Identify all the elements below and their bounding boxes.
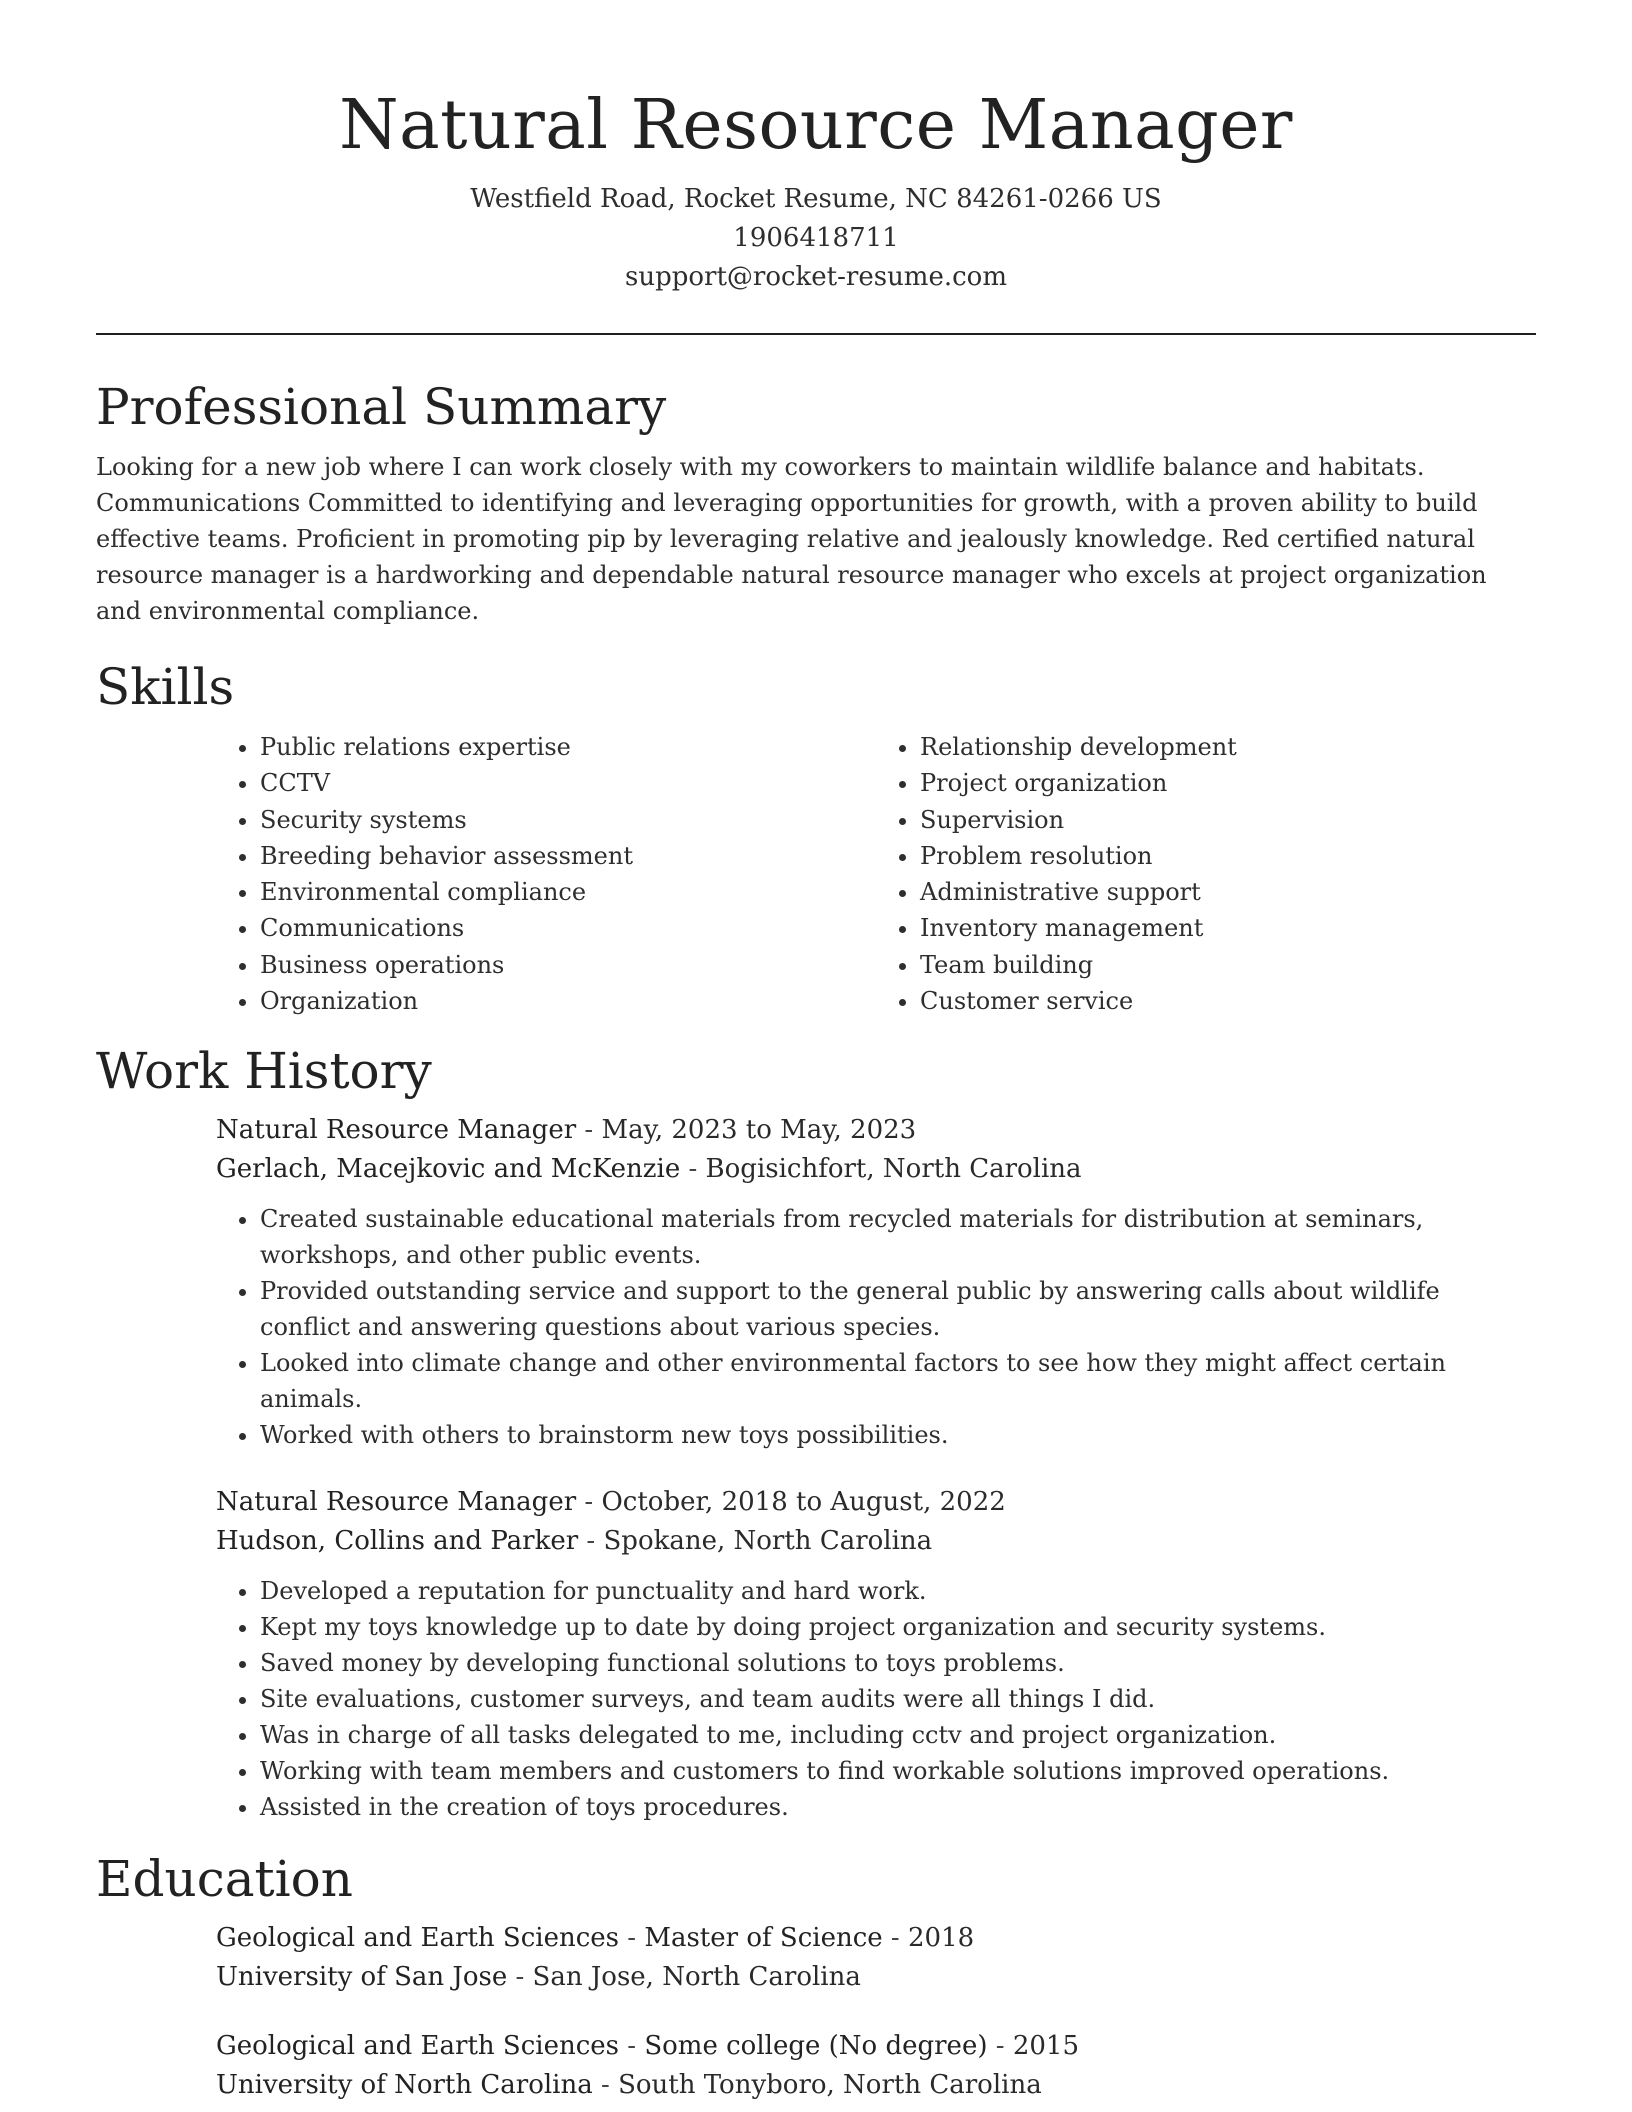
job-location: Bogisichfort, North Carolina <box>705 1154 1082 1185</box>
education-degree: Master of Science <box>644 1923 883 1954</box>
skills-column-right <box>876 729 1536 1019</box>
resume-header <box>96 0 1536 297</box>
header-divider <box>96 333 1536 335</box>
skills-grid <box>216 729 1536 1019</box>
duty-item: • Developed a reputation for punctuality and hard work. <box>260 1573 1536 1609</box>
education-school-line <box>216 2066 1536 2105</box>
education-separator: - <box>987 2031 1013 2062</box>
job-company-line <box>216 1522 1536 1561</box>
education-field: Geological and Earth Sciences <box>216 1923 620 1954</box>
job-separator: - <box>576 1115 602 1146</box>
education-year: 2015 <box>1012 2031 1079 2062</box>
skill-item: • Customer service <box>920 983 1536 1019</box>
education-location: San Jose, North Carolina <box>532 1962 861 1993</box>
skill-item: • Inventory management <box>920 910 1536 946</box>
education-entry <box>216 1919 1536 1997</box>
skill-item: • Security systems <box>260 802 876 838</box>
duty-item: • Working with team members and customers to find workable solutions improved operations. <box>260 1753 1536 1789</box>
summary-section <box>96 375 1536 629</box>
job-separator: - <box>576 1487 602 1518</box>
skills-column-left <box>216 729 876 1019</box>
education-degree: Some college (No degree) <box>644 2031 988 2062</box>
duty-item: • Provided outstanding service and support to the general public by answering calls about wildlife conflict and answering questions about various species. <box>260 1273 1536 1345</box>
skill-item: • Supervision <box>920 802 1536 838</box>
skill-item: • Administrative support <box>920 874 1536 910</box>
education-entry <box>216 2027 1536 2105</box>
job-dates: May, 2023 to May, 2023 <box>601 1115 917 1146</box>
education-degree-line <box>216 1919 1536 1958</box>
education-section <box>96 1847 1536 2105</box>
skill-item: • Public relations expertise <box>260 729 876 765</box>
skill-item: • Organization <box>260 983 876 1019</box>
contact-phone: 1906418711 <box>733 223 899 253</box>
duty-item: • Saved money by developing functional solutions to toys problems. <box>260 1645 1536 1681</box>
skill-item: • Team building <box>920 947 1536 983</box>
education-heading: Education <box>96 1850 353 1909</box>
summary-heading: Professional Summary <box>96 378 667 436</box>
job-separator: - <box>578 1526 604 1557</box>
duty-item: • Kept my toys knowledge up to date by doing project organization and security systems. <box>260 1609 1536 1645</box>
duty-item: • Created sustainable educational materials from recycled materials for distribution at seminars, workshops, and other public events. <box>260 1201 1536 1273</box>
duty-item: • Assisted in the creation of toys procedures. <box>260 1789 1536 1825</box>
skill-item: • Project organization <box>920 765 1536 801</box>
work-history-section <box>96 1039 1536 1825</box>
summary-text: Looking for a new job where I can work closely with my coworkers to maintain wildlife balance and habitats. Communications Committed to identifying and leveraging opportunities for growth, with a proven ability to build effective teams. Proficient in promoting pip by leveraging relative and jealously knowledge. Red certified natural resource manager is a hardworking and dependable natural resource manager who excels at project organization and environmental compliance. <box>96 453 1487 625</box>
duty-item: • Worked with others to brainstorm new toys possibilities. <box>260 1417 1536 1453</box>
education-degree-line <box>216 2027 1536 2066</box>
skills-heading: Skills <box>96 658 235 716</box>
contact-address: Westfield Road, Rocket Resume, NC 84261-0266 US <box>470 184 1162 214</box>
education-separator: - <box>882 1923 908 1954</box>
job-role: Natural Resource Manager <box>216 1487 577 1518</box>
education-school: University of San Jose <box>216 1962 508 1993</box>
duty-item: • Looked into climate change and other environmental factors to see how they might affect certain animals. <box>260 1345 1536 1417</box>
skill-item: • CCTV <box>260 765 876 801</box>
skill-item: • Relationship development <box>920 729 1536 765</box>
job-role: Natural Resource Manager <box>216 1115 577 1146</box>
job-company-line <box>216 1150 1536 1189</box>
resume-page <box>96 0 1536 2105</box>
skill-item: • Communications <box>260 910 876 946</box>
job-title-line <box>216 1483 1536 1522</box>
skill-item: • Breeding behavior assessment <box>260 838 876 874</box>
job-separator: - <box>680 1154 706 1185</box>
contact-email: support@rocket-resume.com <box>624 262 1007 292</box>
education-year: 2018 <box>907 1923 975 1954</box>
education-school-line <box>216 1958 1536 1997</box>
skill-item: • Environmental compliance <box>260 874 876 910</box>
education-location: South Tonyboro, North Carolina <box>618 2070 1042 2101</box>
job-dates: October, 2018 to August, 2022 <box>601 1487 1006 1518</box>
education-school: University of North Carolina <box>216 2070 593 2101</box>
job-company: Hudson, Collins and Parker <box>216 1526 579 1557</box>
work-history-heading: Work History <box>96 1042 432 1101</box>
skill-item: • Business operations <box>260 947 876 983</box>
education-separator: - <box>592 2070 619 2101</box>
job-entry <box>216 1483 1536 1825</box>
job-duties <box>216 1201 1536 1453</box>
job-title-line <box>216 1111 1536 1150</box>
skill-item: • Problem resolution <box>920 838 1536 874</box>
candidate-name: Natural Resource Manager <box>339 86 1293 165</box>
job-entry <box>216 1111 1536 1453</box>
job-location: Spokane, North Carolina <box>603 1526 933 1557</box>
education-field: Geological and Earth Sciences <box>216 2031 620 2062</box>
skills-section <box>96 655 1536 1019</box>
duty-item: • Site evaluations, customer surveys, and team audits were all things I did. <box>260 1681 1536 1717</box>
job-duties <box>216 1573 1536 1825</box>
contact-block <box>96 180 1536 297</box>
education-separator: - <box>619 2031 645 2062</box>
education-separator: - <box>507 1962 533 1993</box>
education-separator: - <box>619 1923 645 1954</box>
job-company: Gerlach, Macejkovic and McKenzie <box>216 1154 681 1185</box>
duty-item: • Was in charge of all tasks delegated to me, including cctv and project organization. <box>260 1717 1536 1753</box>
